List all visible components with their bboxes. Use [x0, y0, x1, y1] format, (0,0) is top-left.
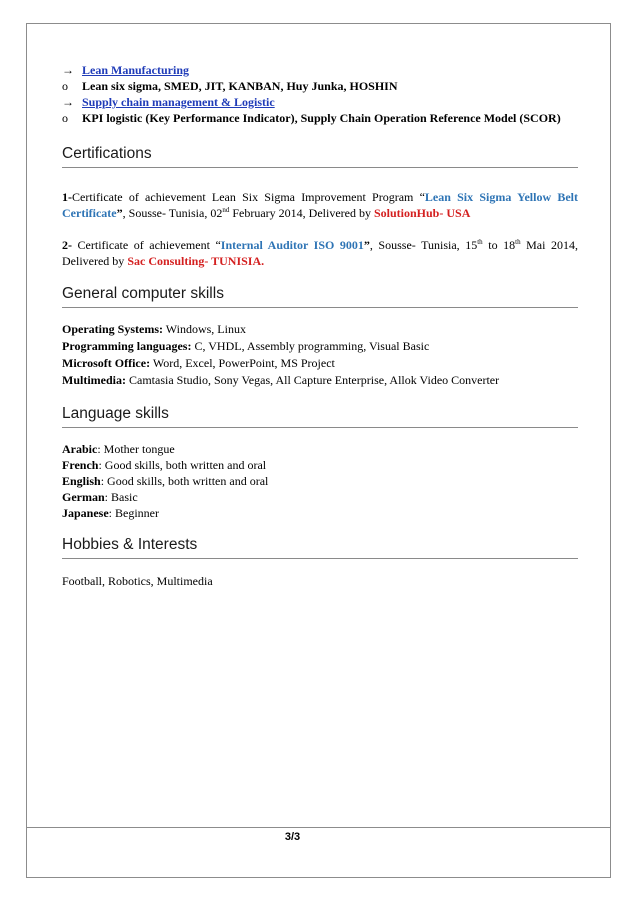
- lean-manufacturing-link[interactable]: Lean Manufacturing: [82, 63, 190, 77]
- circle-bullet-icon: o: [62, 79, 68, 93]
- list-item: [62, 473, 578, 489]
- skills-bullet-list: [62, 62, 578, 126]
- skill-value: Windows, Linux: [163, 322, 246, 336]
- list-item: [62, 78, 578, 94]
- language-level: : Beginner: [108, 506, 159, 520]
- cert-text: February 2014, Delivered by: [229, 206, 374, 220]
- language-level: : Mother tongue: [97, 442, 175, 456]
- footer-divider: [26, 827, 611, 828]
- arrow-icon: →: [62, 95, 74, 109]
- quote-mark: ”: [116, 206, 123, 220]
- cert-text: , Sousse- Tunisia, 15: [369, 238, 478, 252]
- language-level: : Good skills, both written and oral: [100, 474, 269, 488]
- language-label: French: [62, 458, 99, 472]
- ordinal-suffix: th: [477, 238, 483, 246]
- computer-skills-list: [62, 321, 578, 389]
- skill-value: C, VHDL, Assembly programming, Visual Basic: [191, 339, 430, 353]
- list-item: [62, 94, 578, 110]
- supply-chain-link[interactable]: Supply chain management & Logistic: [82, 95, 275, 109]
- certificate-2: [62, 237, 578, 269]
- list-item: [62, 441, 578, 457]
- language-skills-list: [62, 441, 578, 521]
- resume-content: [62, 62, 578, 589]
- quote-mark: ”: [363, 238, 370, 252]
- list-item: [62, 355, 578, 372]
- page-number: 3/3: [284, 831, 301, 843]
- arrow-icon: →: [62, 63, 74, 77]
- computer-skills-heading: General computer skills: [62, 284, 578, 308]
- list-item: [62, 62, 578, 78]
- list-item-text: KPI logistic (Key Performance Indicator), Supply Chain Operation Reference Model (SCOR): [82, 111, 561, 125]
- skill-label: Multimedia:: [62, 373, 126, 387]
- cert-text: Certificate of achievement Lean Six Sigma Improvement Program “: [72, 190, 425, 204]
- cert-text: Certificate of achievement “: [72, 238, 221, 252]
- language-skills-heading: Language skills: [62, 404, 578, 428]
- list-item: [62, 321, 578, 338]
- cert-title: Lean Six Sigma Yellow Belt Certificate: [62, 190, 578, 220]
- hobbies-heading: Hobbies & Interests: [62, 535, 578, 559]
- ordinal-suffix: th: [515, 238, 521, 246]
- skill-value: Word, Excel, PowerPoint, MS Project: [150, 356, 335, 370]
- skill-label: Microsoft Office:: [62, 356, 151, 370]
- language-label: German: [62, 490, 105, 504]
- cert-issuer: Sac Consulting- TUNISIA.: [127, 254, 265, 268]
- certificate-1: [62, 189, 578, 221]
- list-item: [62, 489, 578, 505]
- circle-bullet-icon: o: [62, 111, 68, 125]
- language-label: Arabic: [62, 442, 98, 456]
- language-level: : Good skills, both written and oral: [98, 458, 267, 472]
- list-item: [62, 505, 578, 521]
- language-level: : Basic: [104, 490, 138, 504]
- list-item: [62, 457, 578, 473]
- cert-text: Mai 2014, Delivered by: [62, 238, 578, 268]
- skill-label: Programming languages:: [62, 339, 192, 353]
- list-item: [62, 110, 578, 126]
- list-item-text: Lean six sigma, SMED, JIT, KANBAN, Huy Junka, HOSHIN: [82, 79, 398, 93]
- cert-issuer: SolutionHub- USA: [373, 206, 471, 220]
- cert-text: to 18: [482, 238, 516, 252]
- cert-text: , Sousse- Tunisia, 02: [122, 206, 223, 220]
- cert-number: 2-: [62, 238, 72, 252]
- hobbies-text: Football, Robotics, Multimedia: [62, 574, 213, 588]
- skill-value: Camtasia Studio, Sony Vegas, All Capture Enterprise, Allok Video Converter: [126, 373, 500, 387]
- cert-title: Internal Auditor ISO 9001: [220, 238, 364, 252]
- certifications-heading: Certifications: [62, 144, 578, 168]
- ordinal-suffix: nd: [222, 206, 230, 214]
- language-label: English: [62, 474, 101, 488]
- skill-label: Operating Systems:: [62, 322, 163, 336]
- language-label: Japanese: [62, 506, 109, 520]
- list-item: [62, 372, 578, 389]
- cert-number: 1-: [62, 190, 72, 204]
- list-item: [62, 338, 578, 355]
